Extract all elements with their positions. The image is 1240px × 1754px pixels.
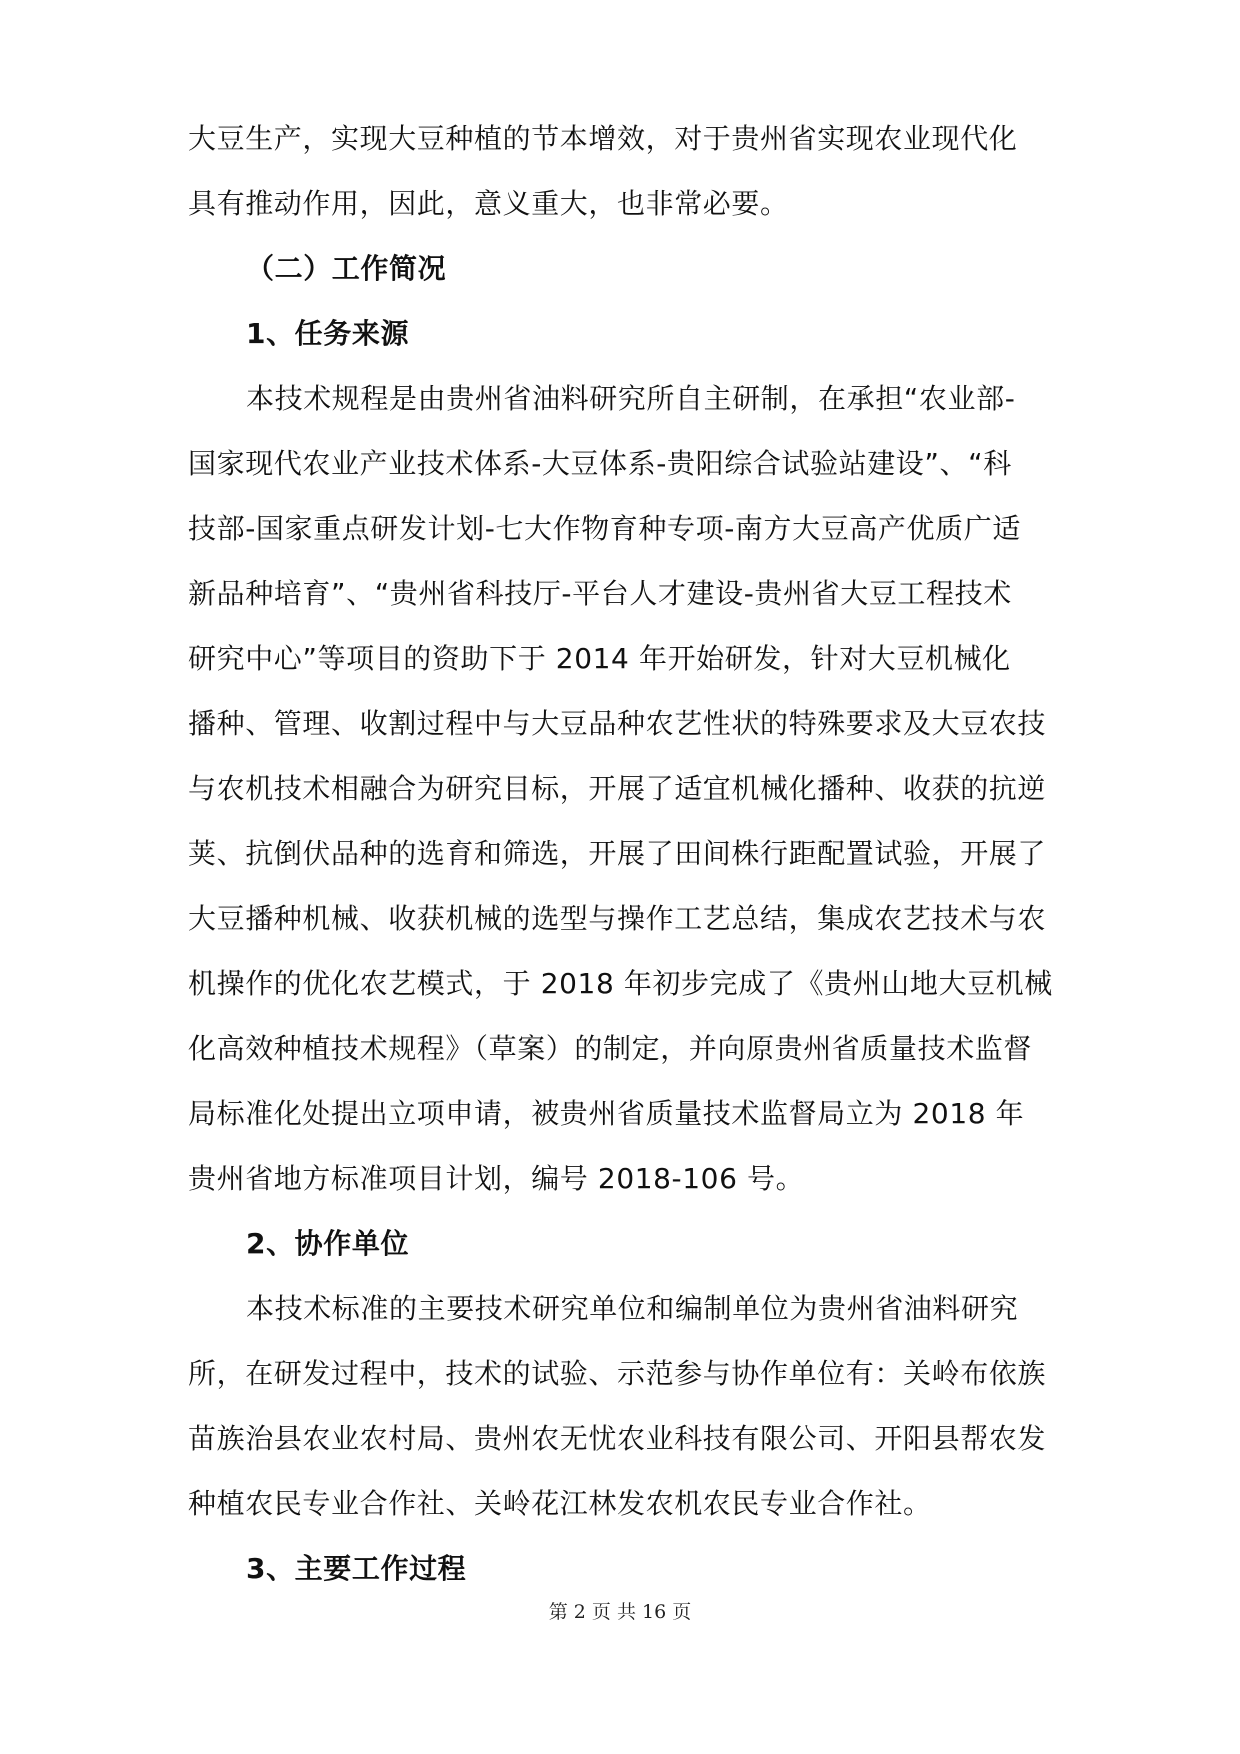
document-body — [188, 106, 1058, 1601]
subsection-heading-cooperating-units: 2、协作单位 — [246, 1227, 410, 1260]
paragraph-line: 新品种培育”、“贵州省科技厅-平台人才建设-贵州省大豆工程技术 — [188, 577, 1012, 610]
paragraph-line: 大豆生产，实现大豆种植的节本增效，对于贵州省实现农业现代化 — [188, 122, 1018, 155]
paragraph-line: 荚、抗倒伏品种的选育和筛选，开展了田间株行距配置试验，开展了 — [188, 837, 1047, 870]
paragraph-line: 本技术标准的主要技术研究单位和编制单位为贵州省油料研究 — [246, 1292, 1019, 1325]
paragraph-line: 化高效种植技术规程》（草案）的制定，并向原贵州省质量技术监督 — [188, 1032, 1033, 1065]
paragraph-line: 大豆播种机械、收获机械的选型与操作工艺总结，集成农艺技术与农 — [188, 902, 1047, 935]
paragraph-line: 与农机技术相融合为研究目标，开展了适宜机械化播种、收获的抗逆 — [188, 772, 1047, 805]
paragraph-line: 苗族治县农业农村局、贵州农无忧农业科技有限公司、开阳县帮农发 — [188, 1422, 1047, 1455]
paragraph-line: 贵州省地方标准项目计划，编号 2018-106 号。 — [188, 1162, 805, 1195]
paragraph-line: 技部-国家重点研发计划-七大作物育种专项-南方大豆高产优质广适 — [188, 512, 1021, 545]
paragraph-line: 机操作的优化农艺模式，于 2018 年初步完成了《贵州山地大豆机械 — [188, 967, 1053, 1000]
paragraph-line: 具有推动作用，因此，意义重大，也非常必要。 — [188, 187, 789, 220]
paragraph-line: 本技术规程是由贵州省油料研究所自主研制，在承担“农业部- — [246, 382, 1016, 415]
paragraph-line: 局标准化处提出立项申请，被贵州省质量技术监督局立为 2018 年 — [188, 1097, 1025, 1130]
section-heading-work-overview: （二）工作简况 — [246, 252, 447, 285]
paragraph-line: 播种、管理、收割过程中与大豆品种农艺性状的特殊要求及大豆农技 — [188, 707, 1047, 740]
subsection-heading-main-work-process: 3、主要工作过程 — [246, 1552, 467, 1585]
page-number-footer: 第 2 页 共 16 页 — [548, 1601, 692, 1623]
subsection-heading-task-source: 1、任务来源 — [246, 317, 410, 350]
paragraph-line: 国家现代农业产业技术体系-大豆体系-贵阳综合试验站建设”、“科 — [188, 447, 1012, 480]
paragraph-line: 研究中心”等项目的资助下于 2014 年开始研发，针对大豆机械化 — [188, 642, 1011, 675]
paragraph-line: 所，在研发过程中，技术的试验、示范参与协作单位有：关岭布依族 — [188, 1357, 1047, 1390]
paragraph-line: 种植农民专业合作社、关岭花江林发农机农民专业合作社。 — [188, 1487, 932, 1520]
